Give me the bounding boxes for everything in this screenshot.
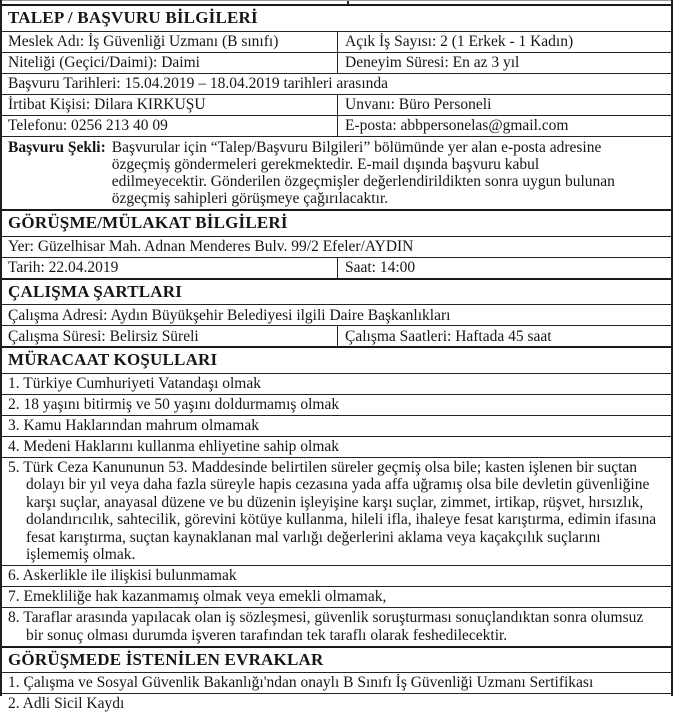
field-niteligi: Niteliği (Geçici/Daimi): Daimi (2, 53, 338, 73)
basvuru-sekli-line: edilmeyecektir. Gönderilen özgeçmişler değerlendirildikten sonra uygun bulunan (111, 172, 615, 190)
basvuru-sekli-line: Başvurular için “Talep/Başvuru Bilgileri” bölümünde yer alan e-posta adresine (111, 138, 602, 156)
section-header-calisma: ÇALIŞMA ŞARTLARI (2, 278, 671, 305)
muracaat-item-2: 2. 18 yaşını bitirmiş ve 50 yaşını doldurmamış olmak (2, 394, 671, 415)
field-irtibat-kisisi: İrtibat Kişisi: Dilara KIRKUŞU (2, 95, 338, 115)
muracaat-item-7: 7. Emekliliğe hak kazanmamış olmak veya emekli olmamak, (2, 586, 671, 607)
scan-artifact-strip (2, 0, 671, 4)
row-basvuru-sekli (2, 136, 671, 210)
row-telefon (2, 115, 671, 136)
field-yer: Yer: Güzelhisar Mah. Adnan Menderes Bulv. 99/2 Efeler/AYDIN (2, 236, 671, 257)
field-tarih: Tarih: 22.04.2019 (2, 258, 338, 278)
section-header-evraklar: GÖRÜŞMEDE İSTENİLEN EVRAKLAR (2, 646, 671, 673)
row-tarih-saat (2, 257, 671, 278)
basvuru-sekli-text (112, 139, 615, 207)
field-acik-is-sayisi: Açık İş Sayısı: 2 (1 Erkek - 1 Kadın) (345, 33, 574, 50)
muracaat-item-6: 6. Askerlikle ile ilişkisi bulunmamak (2, 565, 671, 586)
muracaat-item-5: 5. Türk Ceza Kanununun 53. Maddesinde belirtilen süreler geçmiş olsa bile; kasten işlenen bir suçtan dolayı bir yıl veya daha fazla süreyle hapis cezasına yada affa uğramış olsa bile devletin güvenliğine karşı suçlar, anayasal düzene ve bu düzenin işleyişine karşı suçlar, zimmet, irtikap, rüşvet, hırsızlık, dolandırıcılık, sahtecilik, görevini kötüye kullanma, hileli ifla, ihaleye fesat karıştırma, edimin ifasına fesat karıştırma, suçtan kaynaklanan mal varlığı değerlerini aklama veya kaçakçılık suçlarını işlememiş olmak. (2, 457, 671, 566)
field-saat: Saat: 14:00 (345, 259, 416, 276)
evrak-item-1: 1. Çalışma ve Sosyal Güvenlik Bakanlığı'ndan onaylı B Sınıfı İş Güvenliği Uzmanı Sertifikası (2, 672, 671, 693)
field-unvani: Unvanı: Büro Personeli (345, 96, 492, 113)
muracaat-item-3: 3. Kamu Haklarından mahrum olmamak (2, 415, 671, 436)
field-basvuru-tarihleri: Başvuru Tarihleri: 15.04.2019 – 18.04.2019 tarihleri arasında (2, 73, 671, 94)
section-header-talep: TALEP / BAŞVURU BİLGİLERİ (2, 4, 671, 31)
basvuru-sekli-line: özgeçmiş sahipleri görüşmeye çağırılacaktır. (111, 189, 389, 207)
evrak-item-2: 2. Adli Sicil Kaydı (2, 693, 671, 714)
muracaat-item-8: 8. Taraflar arasında yapılacak olan iş sözleşmesi, güvenlik soruşturması sonuçlandıktan sonra olumsuz bir sonuç olması durumda işveren tarafından tek taraflı olarak feshedilecektir. (2, 607, 671, 646)
basvuru-sekli-label: Başvuru Şekli: (8, 138, 106, 156)
muracaat-item-4: 4. Medeni Haklarını kullanma ehliyetine sahip olmak (2, 436, 671, 457)
field-calisma-saatleri: Çalışma Saatleri: Haftada 45 saat (345, 327, 552, 345)
field-telefonu: Telefonu: 0256 213 40 09 (2, 116, 338, 136)
row-nitelik (2, 52, 671, 73)
field-deneyim-suresi: Deneyim Süresi: En az 3 yıl (345, 54, 520, 71)
field-calisma-adresi: Çalışma Adresi: Aydın Büyükşehir Belediyesi ilgili Daire Başkanlıkları (2, 304, 671, 325)
row-calisma-sure-saat (2, 325, 671, 346)
muracaat-item-1: 1. Türkiye Cumhuriyeti Vatandaşı olmak (2, 373, 671, 394)
section-header-gorusme: GÖRÜŞME/MÜLAKAT BİLGİLERİ (2, 209, 671, 236)
row-irtibat (2, 94, 671, 115)
field-calisma-suresi: Çalışma Süresi: Belirsiz Süreli (2, 326, 338, 346)
field-meslek-adi: Meslek Adı: İş Güvenliği Uzmanı (B sınıfı) (2, 32, 338, 52)
scan-artifact-tick (347, 1, 349, 4)
section-header-muracaat: MÜRACAAT KOŞULLARI (2, 346, 671, 373)
row-meslek (2, 31, 671, 52)
basvuru-sekli-line: özgeçmiş göndermeleri gerekmektedir. E-mail dışında başvuru kabul (111, 155, 540, 173)
field-eposta: E-posta: abbpersonelas@gmail.com (345, 117, 569, 134)
